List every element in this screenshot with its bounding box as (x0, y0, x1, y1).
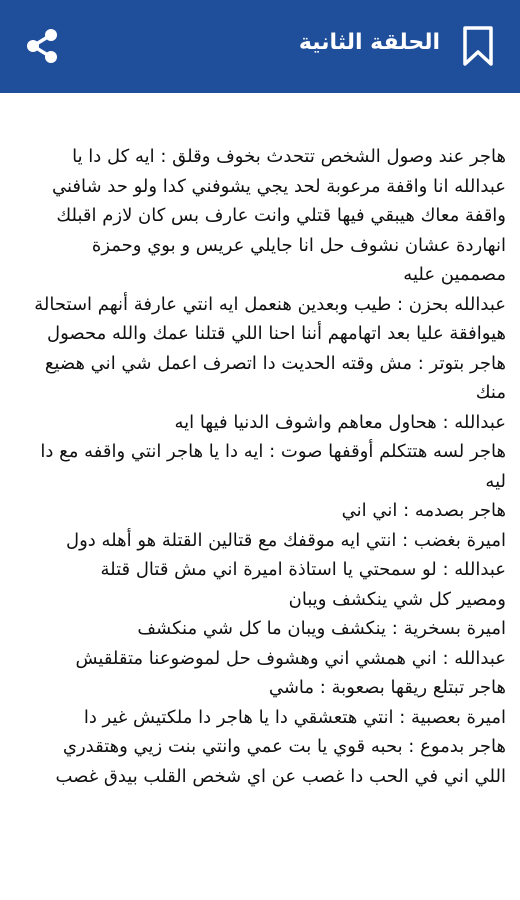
story-line: هاجر بصدمه : اني اني (341, 500, 506, 521)
story-line: انهاردة عشان نشوف حل انا جايلي عريس و بوي وحمزة (91, 234, 506, 256)
story-line: عبدالله بحزن : طيب وبعدين هنعمل ايه انتي عارفة أنهم استحالة (34, 293, 506, 315)
story-line: ومصير كل شي ينكشف ويبان (288, 588, 506, 610)
story-line: اميرة بسخرية : ينكشف ويبان ما كل شي منكشف (137, 618, 506, 639)
story-line: عبدالله : اني همشي اني وهشوف حل لموضوعنا متقلقيش (75, 647, 506, 669)
story-line: مصممين عليه (403, 264, 506, 285)
story-line: هاجر لسه هتتكلم أوقفها صوت : ايه دا يا هاجر انتي واقفه مع دا (40, 441, 506, 462)
story-line: هاجر بتوتر : مش وقته الحديت دا اتصرف اعمل شي اني هضيع (44, 352, 506, 374)
story-line: منك (475, 382, 506, 403)
share-button[interactable] (14, 18, 70, 74)
share-icon (22, 26, 62, 66)
bookmark-icon (458, 24, 498, 68)
story-line: عبدالله : لو سمحتي يا استاذة اميرة اني مش قتال قتلة (100, 559, 506, 580)
story-line: اللي اني في الحب دا غصب عن اي شخص القلب بيدق غصب (55, 765, 506, 787)
story-line: هيوافقة عليا بعد اتهامهم أننا احنا اللي قتلنا عمك والله محصول (47, 323, 506, 344)
story-line: واقفة معاك هيبقي فيها قتلي وانت عارف بس كان لازم اقبلك (56, 205, 506, 226)
story-line: هاجر بدموع : بحبه قوي يا بت عمي وانتي بنت زيي وهتقدري (62, 736, 506, 757)
bookmark-button[interactable] (450, 18, 506, 74)
app-bar (0, 0, 520, 93)
story-line: اميرة بعصبية : انتي هتعشقي دا يا هاجر دا ملكتيش غير دا (83, 706, 506, 728)
page-title: الحلقة الثانية (298, 30, 440, 55)
story-line: ليه (485, 470, 506, 492)
story-line: عبدالله انا واقفة مرعوبة لحد يجي يشوفني كدا ولو حد شافني (51, 175, 506, 197)
story-line: هاجر عند وصول الشخص تتحدث بخوف وقلق : ايه كل دا يا (72, 146, 506, 167)
story-line: عبدالله : هحاول معاهم واشوف الدنيا فيها ايه (174, 411, 506, 433)
story-line: اميرة بغضب : انتي ايه موقفك مع قتالين القتلة هو أهله دول (65, 529, 506, 551)
story-text (14, 142, 506, 791)
story-line: هاجر تبتلع ريقها بصعوبة : ماشي (268, 677, 506, 698)
